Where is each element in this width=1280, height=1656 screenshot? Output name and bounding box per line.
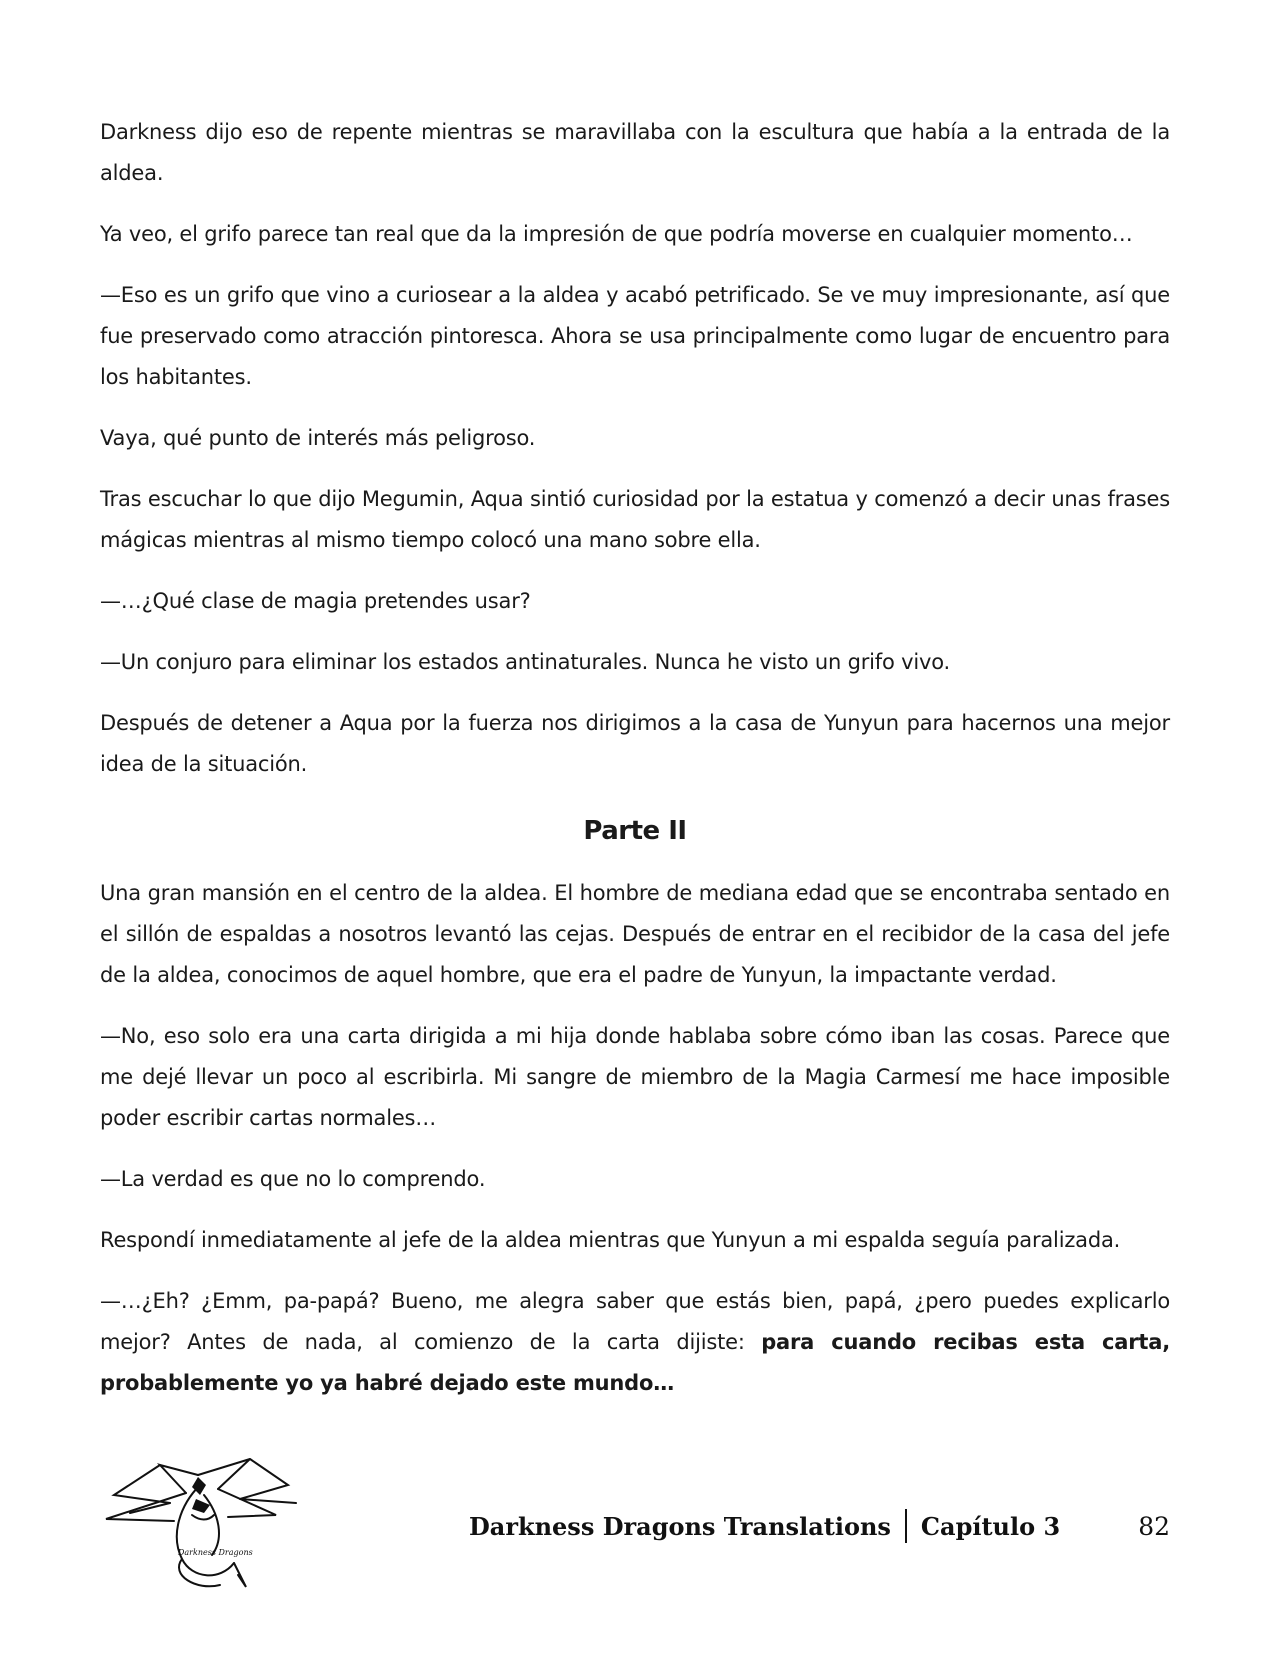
paragraph: —Eso es un grifo que vino a curiosear a la aldea y acabó petrificado. Se ve muy impresionante, así que fue preservado como atracción pintoresca. Ahora se usa principalmente como lugar de encuentro para los habitantes. — [100, 283, 1170, 389]
page-number: 82 — [1138, 1511, 1170, 1541]
paragraph: Tras escuchar lo que dijo Megumin, Aqua sintió curiosidad por la estatua y comenzó a decir unas frases mágicas mientras al mismo tiempo colocó una mano sobre ella. — [100, 487, 1170, 552]
chapter-label: Capítulo 3 — [920, 1511, 1061, 1541]
paragraph: —…¿Qué clase de magia pretendes usar? — [100, 589, 531, 613]
paragraph: —La verdad es que no lo comprendo. — [100, 1167, 486, 1191]
paragraph: Respondí inmediatamente al jefe de la aldea mientras que Yunyun a mi espalda seguía paralizada. — [100, 1228, 1121, 1252]
page-footer — [100, 1455, 1170, 1605]
paragraph: Vaya, qué punto de interés más peligroso. — [100, 426, 536, 450]
paragraph — [100, 1281, 1170, 1404]
section-title: Parte II — [583, 816, 687, 846]
document-body — [100, 112, 1170, 1424]
paragraph: Ya veo, el grifo parece tan real que da la impresión de que podría moverse en cualquier momento… — [100, 222, 1133, 246]
paragraph-text: —…¿Eh? ¿Emm, pa-papá? Bueno, me alegra saber que estás bien, papá, ¿pero puedes explicarlo mejor? Antes de nada, al comienzo de la carta dijiste: — [100, 1289, 1170, 1354]
paragraph: —No, eso solo era una carta dirigida a mi hija donde hablaba sobre cómo iban las cosas. Parece que me dejé llevar un poco al escribirla. Mi sangre de miembro de la Magia Carmesí me hace imposible poder escribir cartas normales… — [100, 1024, 1170, 1130]
paragraph: Darkness dijo eso de repente mientras se maravillaba con la escultura que había a la entrada de la aldea. — [100, 120, 1170, 185]
group-name: Darkness Dragons Translations — [468, 1511, 891, 1541]
paragraph: —Un conjuro para eliminar los estados antinaturales. Nunca he visto un grifo vivo. — [100, 650, 950, 674]
paragraph: Después de detener a Aqua por la fuerza nos dirigimos a la casa de Yunyun para hacernos una mejor idea de la situación. — [100, 711, 1170, 776]
paragraph: Una gran mansión en el centro de la aldea. El hombre de mediana edad que se encontraba sentado en el sillón de espaldas a nosotros levantó las cejas. Después de entrar en el recibidor de la casa del jefe de la aldea, conocimos de aquel hombre, que era el padre de Yunyun, la impactante verdad. — [100, 881, 1170, 987]
footer-credits — [469, 1509, 1170, 1543]
paragraph-bold-text: para cuando recibas esta carta, probablemente yo ya habré dejado este mundo… — [100, 1330, 1170, 1395]
dragon-logo-icon — [100, 1455, 300, 1595]
logo-text: Darkness Dragons — [178, 1548, 253, 1557]
footer-separator — [905, 1509, 907, 1543]
